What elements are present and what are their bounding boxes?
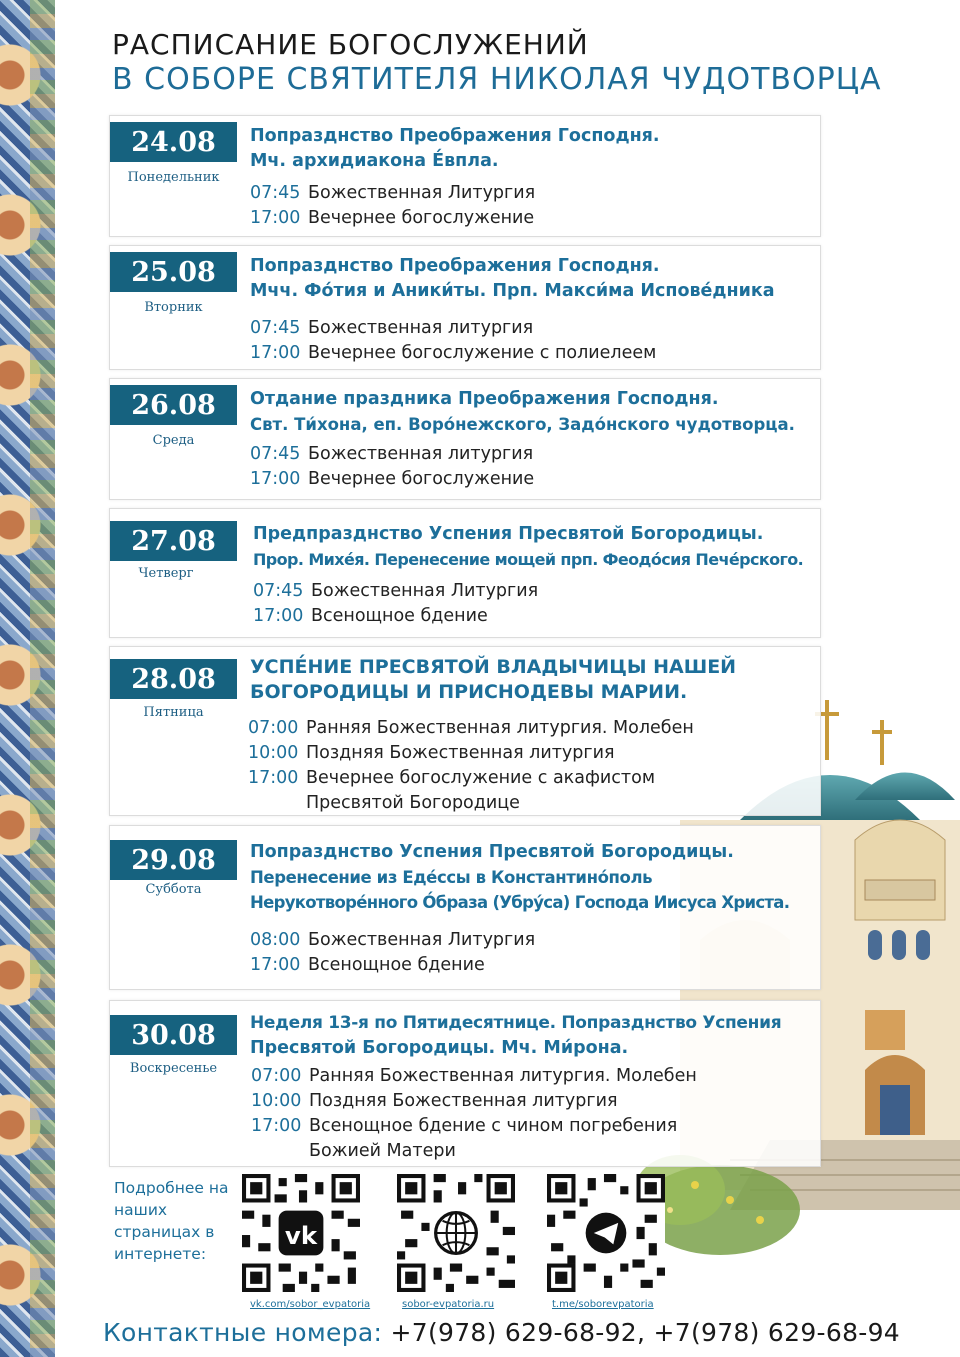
qr-caption-site[interactable]: sobor-evpatoria.ru — [402, 1299, 495, 1310]
phone-numbers[interactable]: +7(978) 629-68-92, +7(978) 629-68-94 — [390, 1318, 901, 1347]
feast-title: Отдание праздника Преображения Господня. Свт. Ти́хона, еп. Воро́нежского, Задо́нского чудотворца. — [250, 389, 795, 434]
weekday-label: Среда — [152, 433, 195, 448]
service-item: 17:00 Вечернее богослужение с полиелеем — [250, 343, 657, 363]
qr-code-vk[interactable] — [242, 1174, 360, 1292]
weekday-label: Понедельник — [127, 170, 220, 185]
schedule-day — [109, 646, 821, 816]
schedule-day — [109, 508, 821, 638]
service-item: 17:00 Вечернее богослужение — [250, 208, 535, 228]
feast-title: УСПЕ́НИЕ ПРЕСВЯТОЙ ВЛАДЫЧИЦЫ НАШЕЙ БОГОРОДИЦЫ И ПРИСНОДЕВЫ МАРИИ. — [250, 656, 737, 703]
service-list — [253, 579, 814, 629]
feast-title: Попразднство Преображения Господня. Мч. архидиакона Е́впла. — [250, 126, 660, 171]
service-list — [251, 1064, 814, 1164]
service-item: 07:45 Божественная Литургия — [253, 581, 539, 601]
feast-title: Неделя 13-я по Пятидесятнице. Попразднство Успения Пресвятой Богородицы. Мч. Ми́рона. — [250, 1013, 782, 1058]
qr-caption-vk[interactable]: vk.com/sobor_evpatoria — [250, 1299, 371, 1310]
feast-title: Попразднство Преображения Господня. Мчч. Фо́тия и Аники́ты. Прп. Макси́ма Испове́дника — [250, 256, 775, 301]
service-list — [250, 181, 814, 231]
schedule-day — [109, 1000, 821, 1167]
service-list — [250, 928, 814, 978]
service-item: 07:00 Ранняя Божественная литургия. Молебен — [251, 1066, 697, 1086]
service-item: 17:00 Всенощное бдение с чином погребения Божией Матери — [251, 1116, 678, 1161]
service-item: 07:45 Божественная литургия — [250, 444, 534, 464]
date-tab: 26.08 — [110, 385, 237, 425]
contacts-label: Контактные номера: — [103, 1318, 383, 1347]
qr-code-telegram[interactable] — [547, 1174, 665, 1292]
service-item: 17:00 Всенощное бдение — [253, 606, 488, 626]
service-item: 17:00 Вечернее богослужение с акафистом Пресвятой Богородице — [248, 768, 656, 813]
more-info-text: Подробнее на наших страницах в интернете: — [114, 1179, 229, 1263]
service-item: 17:00 Вечернее богослужение — [250, 469, 535, 489]
schedule-day — [109, 245, 821, 370]
service-item: 07:45 Божественная Литургия — [250, 183, 536, 203]
feast-title: Попразднство Успения Пресвятой Богородицы. Перенесение из Еде́ссы в Константино́поль Нерукотворе́нного О́браза (Убру́са) Господа Иисуса Христа. — [250, 842, 790, 912]
service-list — [250, 316, 814, 366]
date-tab: 28.08 — [110, 659, 237, 699]
date-tab: 25.08 — [110, 252, 237, 292]
weekday-label: Воскресенье — [129, 1061, 218, 1076]
date-tab: 24.08 — [110, 122, 237, 162]
weekday-label: Вторник — [144, 300, 203, 315]
qr-code-site[interactable] — [397, 1174, 515, 1292]
contact-numbers — [103, 1318, 900, 1347]
mosaic-border — [0, 0, 55, 1357]
schedule-day — [109, 825, 821, 990]
date-tab: 29.08 — [110, 840, 237, 880]
qr-caption-telegram[interactable]: t.me/soborevpatoria — [552, 1299, 654, 1310]
service-list — [250, 442, 814, 492]
service-list — [248, 716, 814, 816]
date-tab: 30.08 — [110, 1015, 237, 1055]
service-item: 07:00 Ранняя Божественная литургия. Молебен — [248, 718, 694, 738]
service-item: 17:00 Всенощное бдение — [250, 955, 485, 975]
vk-icon: vk — [284, 1220, 318, 1250]
feast-title: Предпразднство Успения Пресвятой Богородицы. Прор. Михе́я. Перенесение мощей прп. Феодо́сия Пече́рского. — [253, 524, 804, 569]
service-item: 10:00 Поздняя Божественная литургия — [251, 1091, 618, 1111]
schedule-day — [109, 378, 821, 500]
service-item: 08:00 Божественная Литургия — [250, 930, 536, 950]
page-header — [112, 28, 882, 98]
weekday-label: Суббота — [145, 882, 202, 897]
service-item: 07:45 Божественная литургия — [250, 318, 534, 338]
service-item: 10:00 Поздняя Божественная литургия — [248, 743, 615, 763]
page-subtitle: В СОБОРЕ СВЯТИТЕЛЯ НИКОЛАЯ ЧУДОТВОРЦА — [112, 62, 882, 97]
schedule-day — [109, 115, 821, 237]
page-title: РАСПИСАНИЕ БОГОСЛУЖЕНИЙ — [112, 28, 589, 61]
weekday-label: Пятница — [143, 705, 204, 720]
weekday-label: Четверг — [138, 566, 194, 581]
date-tab: 27.08 — [110, 521, 237, 561]
